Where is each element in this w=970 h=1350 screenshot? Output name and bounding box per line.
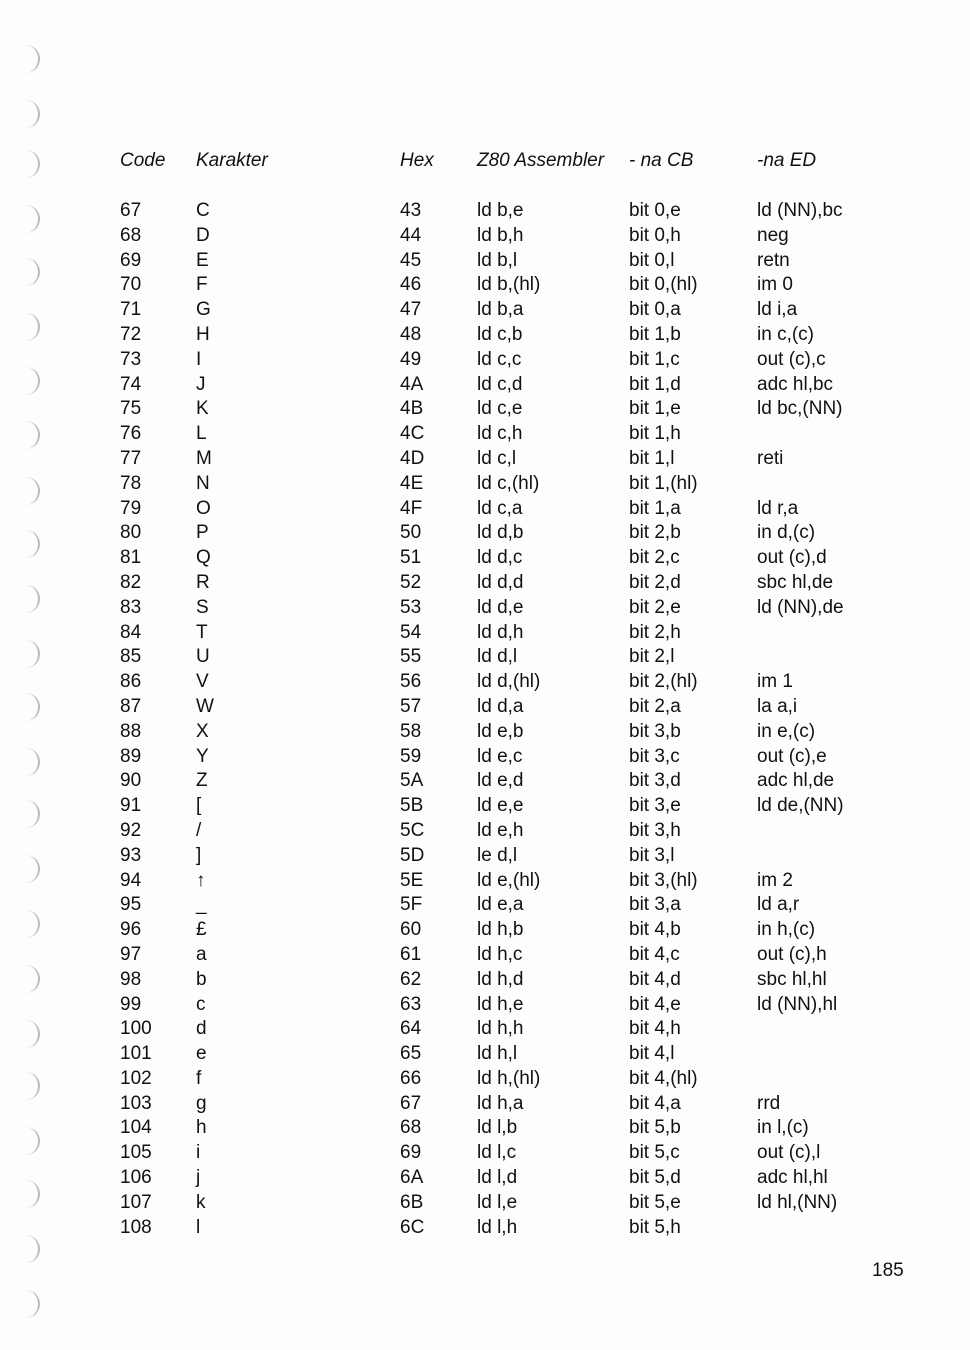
ed-instruction-cell: out (c),l (757, 1142, 821, 1164)
hex-cell: 67 (400, 1092, 422, 1114)
cb-instruction-cell: bit 0,l (629, 249, 675, 271)
binder-hole (26, 100, 40, 128)
code-cell: 70 (120, 274, 142, 296)
character-cell: D (196, 224, 210, 246)
hex-cell: 57 (400, 695, 422, 717)
ed-instruction-cell: out (c),e (757, 745, 827, 767)
cb-instruction-cell: bit 0,h (629, 224, 681, 246)
code-cell: 78 (120, 472, 142, 494)
z80-instruction-cell: ld h,(hl) (477, 1067, 541, 1089)
hex-cell: 4E (400, 472, 424, 494)
character-cell: e (196, 1043, 207, 1065)
code-cell: 68 (120, 224, 142, 246)
z80-instruction-cell: ld c,a (477, 497, 523, 519)
code-cell: 75 (120, 398, 142, 420)
cb-instruction-cell: bit 5,d (629, 1167, 681, 1189)
code-cell: 107 (120, 1191, 152, 1213)
hex-cell: 47 (400, 299, 422, 321)
character-cell: K (196, 398, 209, 420)
ed-instruction-cell: out (c),d (757, 547, 827, 569)
cb-instruction-cell: bit 2,(hl) (629, 671, 698, 693)
hex-cell: 65 (400, 1043, 422, 1065)
z80-instruction-cell: ld d,l (477, 646, 518, 668)
ed-instruction-cell: ld (NN),bc (757, 200, 843, 221)
z80-instruction-cell: ld e,d (477, 770, 524, 792)
cb-instruction-cell: bit 3,a (629, 894, 681, 916)
z80-instruction-cell: ld c,(hl) (477, 472, 540, 494)
character-cell: S (196, 596, 209, 618)
code-cell: 76 (120, 423, 142, 445)
z80-instruction-cell: ld e,a (477, 894, 524, 916)
table-row (0, 224, 970, 249)
hex-cell: 5F (400, 894, 423, 916)
hex-cell: 58 (400, 720, 422, 742)
character-cell: a (196, 943, 207, 965)
cb-instruction-cell: bit 0,e (629, 200, 681, 221)
cb-instruction-cell: bit 2,b (629, 522, 681, 544)
header-na-cb: - na CB (629, 150, 694, 171)
ed-instruction-cell: im 1 (757, 671, 793, 693)
ed-instruction-cell: ld i,a (757, 299, 798, 321)
code-cell: 72 (120, 323, 142, 345)
character-cell: Z (196, 770, 208, 792)
cb-instruction-cell: bit 1,a (629, 497, 681, 519)
z80-instruction-cell: ld c,d (477, 373, 523, 395)
ed-instruction-cell: ld de,(NN) (757, 795, 844, 817)
z80-instruction-cell: ld d,d (477, 571, 524, 593)
character-cell: G (196, 299, 211, 321)
table-row (0, 670, 970, 695)
header-na-ed: -na ED (757, 150, 817, 171)
character-cell: j (196, 1167, 201, 1189)
hex-cell: 4A (400, 373, 424, 395)
cb-instruction-cell: bit 4,c (629, 943, 680, 965)
z80-instruction-cell: le d,l (477, 844, 518, 866)
table-header (0, 150, 970, 176)
table-row (0, 546, 970, 571)
z80-instruction-cell: ld c,e (477, 398, 523, 420)
character-cell: C (196, 200, 210, 221)
z80-instruction-cell: ld b,(hl) (477, 274, 541, 296)
code-cell: 99 (120, 993, 142, 1015)
hex-cell: 62 (400, 968, 422, 990)
table-row (0, 993, 970, 1018)
code-cell: 97 (120, 943, 142, 965)
z80-instruction-cell: ld d,b (477, 522, 524, 544)
cb-instruction-cell: bit 2,a (629, 695, 681, 717)
z80-instruction-cell: ld c,l (477, 447, 517, 469)
hex-cell: 54 (400, 621, 422, 643)
table-row (0, 844, 970, 869)
cb-instruction-cell: bit 2,e (629, 596, 681, 618)
code-cell: 96 (120, 919, 142, 941)
ed-instruction-cell: adc hl,hl (757, 1167, 828, 1189)
ed-instruction-cell: in e,(c) (757, 720, 816, 742)
hex-cell: 4C (400, 423, 425, 445)
code-cell: 87 (120, 695, 142, 717)
cb-instruction-cell: bit 4,l (629, 1043, 675, 1065)
ed-instruction-cell: sbc hl,hl (757, 968, 827, 990)
table-row (0, 943, 970, 968)
cb-instruction-cell: bit 3,c (629, 745, 680, 767)
ed-instruction-cell: neg (757, 224, 789, 246)
character-cell: i (196, 1142, 201, 1164)
page-number: 185 (872, 1260, 904, 1281)
hex-cell: 44 (400, 224, 422, 246)
z80-instruction-cell: ld h,l (477, 1043, 518, 1065)
character-cell: _ (196, 894, 207, 916)
code-cell: 85 (120, 646, 142, 668)
character-cell: / (196, 819, 202, 841)
cb-instruction-cell: bit 0,a (629, 299, 681, 321)
cb-instruction-cell: bit 2,h (629, 621, 681, 643)
character-cell: L (196, 423, 207, 445)
ed-instruction-cell: retn (757, 249, 790, 271)
code-cell: 73 (120, 348, 142, 370)
code-cell: 95 (120, 894, 142, 916)
z80-instruction-cell: ld d,h (477, 621, 524, 643)
code-cell: 105 (120, 1142, 152, 1164)
code-cell: 106 (120, 1167, 152, 1189)
code-cell: 69 (120, 249, 142, 271)
cb-instruction-cell: bit 4,b (629, 919, 681, 941)
table-row (0, 298, 970, 323)
cb-instruction-cell: bit 3,d (629, 770, 681, 792)
z80-instruction-cell: ld e,e (477, 795, 524, 817)
character-cell: g (196, 1092, 207, 1114)
character-cell: £ (196, 919, 207, 941)
z80-instruction-cell: ld b,h (477, 224, 524, 246)
hex-cell: 53 (400, 596, 422, 618)
character-cell: M (196, 447, 212, 469)
z80-instruction-cell: ld d,(hl) (477, 671, 541, 693)
cb-instruction-cell: bit 5,e (629, 1191, 681, 1213)
z80-instruction-cell: ld d,c (477, 547, 523, 569)
character-cell: P (196, 522, 209, 544)
table-row (0, 596, 970, 621)
cb-instruction-cell: bit 2,d (629, 571, 681, 593)
cb-instruction-cell: bit 5,b (629, 1117, 681, 1139)
z80-instruction-cell: ld e,(hl) (477, 869, 541, 891)
z80-instruction-cell: ld h,d (477, 968, 524, 990)
table-row (0, 199, 970, 224)
ed-instruction-cell: im 2 (757, 869, 793, 891)
hex-cell: 5A (400, 770, 424, 792)
character-cell: Y (196, 745, 209, 767)
table-row (0, 720, 970, 745)
character-cell: H (196, 323, 210, 345)
cb-instruction-cell: bit 3,h (629, 819, 681, 841)
z80-instruction-cell: ld l,e (477, 1191, 518, 1213)
header-karakter: Karakter (196, 150, 268, 171)
hex-cell: 45 (400, 249, 422, 271)
ed-instruction-cell: im 0 (757, 274, 793, 296)
opcode-table (0, 199, 970, 1240)
character-cell: ↑ (196, 869, 206, 891)
hex-cell: 51 (400, 547, 422, 569)
cb-instruction-cell: bit 4,a (629, 1092, 681, 1114)
ed-instruction-cell: in c,(c) (757, 323, 814, 345)
table-row (0, 621, 970, 646)
character-cell: ] (196, 844, 202, 866)
code-cell: 74 (120, 373, 142, 395)
hex-cell: 6B (400, 1191, 424, 1213)
code-cell: 104 (120, 1117, 152, 1139)
code-cell: 91 (120, 795, 142, 817)
hex-cell: 60 (400, 919, 422, 941)
ed-instruction-cell: ld (NN),de (757, 596, 844, 618)
cb-instruction-cell: bit 4,h (629, 1018, 681, 1040)
ed-instruction-cell: out (c),c (757, 348, 826, 370)
table-row (0, 373, 970, 398)
ed-instruction-cell: rrd (757, 1092, 781, 1114)
table-row (0, 1067, 970, 1092)
ed-instruction-cell: adc hl,bc (757, 373, 834, 395)
table-row (0, 422, 970, 447)
z80-instruction-cell: ld h,c (477, 943, 523, 965)
cb-instruction-cell: bit 1,c (629, 348, 680, 370)
hex-cell: 4F (400, 497, 423, 519)
character-cell: W (196, 695, 214, 717)
code-cell: 108 (120, 1216, 152, 1238)
cb-instruction-cell: bit 4,d (629, 968, 681, 990)
character-cell: N (196, 472, 210, 494)
table-row (0, 521, 970, 546)
cb-instruction-cell: bit 4,e (629, 993, 681, 1015)
hex-cell: 69 (400, 1142, 422, 1164)
z80-instruction-cell: ld c,h (477, 423, 523, 445)
cb-instruction-cell: bit 1,d (629, 373, 681, 395)
table-row (0, 1116, 970, 1141)
header-z80-assembler: Z80 Assembler (477, 150, 605, 171)
character-cell: E (196, 249, 209, 271)
character-cell: V (196, 671, 209, 693)
code-cell: 83 (120, 596, 142, 618)
cb-instruction-cell: bit 2,c (629, 547, 680, 569)
z80-instruction-cell: ld c,b (477, 323, 523, 345)
character-cell: c (196, 993, 206, 1015)
hex-cell: 5C (400, 819, 425, 841)
cb-instruction-cell: bit 3,b (629, 720, 681, 742)
z80-instruction-cell: ld h,a (477, 1092, 524, 1114)
code-cell: 90 (120, 770, 142, 792)
character-cell: [ (196, 795, 202, 817)
code-cell: 101 (120, 1043, 152, 1065)
code-cell: 81 (120, 547, 142, 569)
character-cell: l (196, 1216, 201, 1238)
character-cell: X (196, 720, 209, 742)
code-cell: 103 (120, 1092, 152, 1114)
table-row (0, 745, 970, 770)
character-cell: k (196, 1191, 206, 1213)
table-row (0, 918, 970, 943)
z80-instruction-cell: ld l,c (477, 1142, 517, 1164)
character-cell: f (196, 1067, 202, 1089)
z80-instruction-cell: ld d,a (477, 695, 524, 717)
z80-instruction-cell: ld e,h (477, 819, 524, 841)
character-cell: b (196, 968, 207, 990)
cb-instruction-cell: bit 3,(hl) (629, 869, 698, 891)
table-row (0, 1141, 970, 1166)
z80-instruction-cell: ld b,l (477, 249, 518, 271)
table-row (0, 249, 970, 274)
table-row (0, 968, 970, 993)
table-row (0, 695, 970, 720)
character-cell: d (196, 1018, 207, 1040)
ed-instruction-cell: in h,(c) (757, 919, 816, 941)
table-row (0, 1042, 970, 1067)
header-hex: Hex (400, 150, 434, 171)
code-cell: 94 (120, 869, 142, 891)
z80-instruction-cell: ld l,d (477, 1167, 518, 1189)
ed-instruction-cell: ld (NN),hl (757, 993, 838, 1015)
z80-instruction-cell: ld d,e (477, 596, 524, 618)
table-row (0, 769, 970, 794)
cb-instruction-cell: bit 1,(hl) (629, 472, 698, 494)
ed-instruction-cell: ld bc,(NN) (757, 398, 843, 420)
cb-instruction-cell: bit 5,c (629, 1142, 680, 1164)
table-row (0, 645, 970, 670)
character-cell: U (196, 646, 210, 668)
code-cell: 92 (120, 819, 142, 841)
table-row (0, 1216, 970, 1241)
code-cell: 93 (120, 844, 142, 866)
ed-instruction-cell: ld a,r (757, 894, 800, 916)
cb-instruction-cell: bit 4,(hl) (629, 1067, 698, 1089)
table-row (0, 571, 970, 596)
cb-instruction-cell: bit 3,l (629, 844, 675, 866)
table-row (0, 397, 970, 422)
character-cell: Q (196, 547, 211, 569)
table-row (0, 794, 970, 819)
character-cell: R (196, 571, 210, 593)
code-cell: 98 (120, 968, 142, 990)
header-code: Code (120, 150, 166, 171)
table-row (0, 273, 970, 298)
ed-instruction-cell: adc hl,de (757, 770, 835, 792)
ed-instruction-cell: sbc hl,de (757, 571, 834, 593)
code-cell: 79 (120, 497, 142, 519)
ed-instruction-cell: in d,(c) (757, 522, 816, 544)
cb-instruction-cell: bit 1,e (629, 398, 681, 420)
ed-instruction-cell: ld r,a (757, 497, 799, 519)
table-row (0, 497, 970, 522)
table-row (0, 472, 970, 497)
character-cell: h (196, 1117, 207, 1139)
hex-cell: 52 (400, 571, 422, 593)
ed-instruction-cell: ld hl,(NN) (757, 1191, 838, 1213)
hex-cell: 46 (400, 274, 422, 296)
hex-cell: 68 (400, 1117, 422, 1139)
code-cell: 86 (120, 671, 142, 693)
z80-instruction-cell: ld h,b (477, 919, 524, 941)
code-cell: 80 (120, 522, 142, 544)
z80-instruction-cell: ld b,a (477, 299, 524, 321)
hex-cell: 5B (400, 795, 424, 817)
ed-instruction-cell: out (c),h (757, 943, 827, 965)
hex-cell: 66 (400, 1067, 422, 1089)
cb-instruction-cell: bit 2,l (629, 646, 675, 668)
code-cell: 84 (120, 621, 142, 643)
character-cell: F (196, 274, 208, 296)
hex-cell: 56 (400, 671, 422, 693)
z80-instruction-cell: ld e,b (477, 720, 524, 742)
cb-instruction-cell: bit 0,(hl) (629, 274, 698, 296)
code-cell: 89 (120, 745, 142, 767)
hex-cell: 6A (400, 1167, 424, 1189)
z80-instruction-cell: ld h,h (477, 1018, 524, 1040)
code-cell: 88 (120, 720, 142, 742)
hex-cell: 48 (400, 323, 422, 345)
cb-instruction-cell: bit 1,b (629, 323, 681, 345)
hex-cell: 59 (400, 745, 422, 767)
z80-instruction-cell: ld l,b (477, 1117, 518, 1139)
table-row (0, 869, 970, 894)
hex-cell: 55 (400, 646, 422, 668)
table-row (0, 1092, 970, 1117)
character-cell: J (196, 373, 206, 395)
hex-cell: 64 (400, 1018, 422, 1040)
ed-instruction-cell: reti (757, 447, 784, 469)
cb-instruction-cell: bit 1,h (629, 423, 681, 445)
code-cell: 71 (120, 299, 142, 321)
code-cell: 100 (120, 1018, 152, 1040)
table-row (0, 323, 970, 348)
table-row (0, 447, 970, 472)
table-row (0, 348, 970, 373)
table-row (0, 1191, 970, 1216)
cb-instruction-cell: bit 5,h (629, 1216, 681, 1238)
code-cell: 67 (120, 200, 142, 221)
character-cell: O (196, 497, 211, 519)
cb-instruction-cell: bit 1,l (629, 447, 675, 469)
code-cell: 102 (120, 1067, 152, 1089)
z80-instruction-cell: ld c,c (477, 348, 522, 370)
hex-cell: 4D (400, 447, 425, 469)
code-cell: 77 (120, 447, 142, 469)
table-row (0, 1166, 970, 1191)
character-cell: T (196, 621, 208, 643)
code-cell: 82 (120, 571, 142, 593)
hex-cell: 5E (400, 869, 424, 891)
hex-cell: 50 (400, 522, 422, 544)
hex-cell: 43 (400, 200, 422, 221)
ed-instruction-cell: la a,i (757, 695, 798, 717)
hex-cell: 49 (400, 348, 422, 370)
hex-cell: 6C (400, 1216, 425, 1238)
binder-hole (26, 45, 40, 73)
hex-cell: 4B (400, 398, 424, 420)
z80-instruction-cell: ld l,h (477, 1216, 518, 1238)
character-cell: I (196, 348, 202, 370)
z80-instruction-cell: ld b,e (477, 200, 524, 221)
hex-cell: 63 (400, 993, 422, 1015)
cb-instruction-cell: bit 3,e (629, 795, 681, 817)
table-row (0, 893, 970, 918)
ed-instruction-cell: in l,(c) (757, 1117, 809, 1139)
table-row (0, 819, 970, 844)
z80-instruction-cell: ld h,e (477, 993, 524, 1015)
table-row (0, 1017, 970, 1042)
hex-cell: 61 (400, 943, 422, 965)
hex-cell: 5D (400, 844, 425, 866)
z80-instruction-cell: ld e,c (477, 745, 523, 767)
binder-hole (26, 1290, 40, 1318)
